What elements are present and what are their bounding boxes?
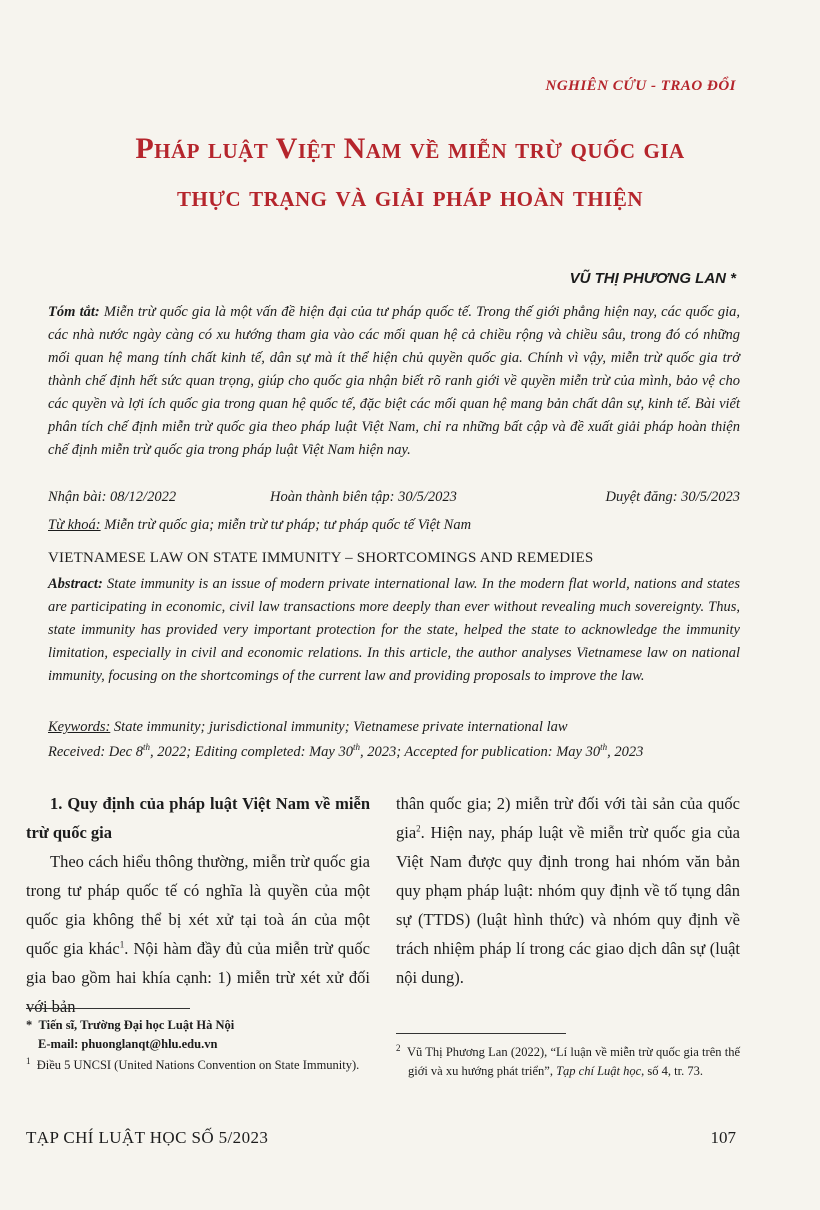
accepted-sup: th bbox=[600, 742, 608, 753]
keywords-text-en: State immunity; jurisdictional immunity; Vietnamese private international law bbox=[110, 719, 568, 735]
body-para1-tail: . Nội hàm đầy đủ của miễn trừ quốc gia bao gồm hai khía cạnh: 1) miễn trừ xét xử đối với bản bbox=[26, 939, 370, 1016]
accepted-en: , 2023; Accepted for publication: May 30 bbox=[359, 744, 601, 760]
footnote-ref-2[interactable]: 2 bbox=[416, 823, 421, 834]
body-right-tail: . Hiện nay, pháp luật về miễn trừ quốc gia của Việt Nam được quy định trong hai nhóm văn bản quy phạm pháp luật: nhóm quy định về tố tụng dân sự (TTDS) (luật hình thức) và nhóm quy định về trách nhiệm pháp lí trong các giao dịch dân sự (luật nội dung). bbox=[396, 823, 740, 987]
footnotes-left bbox=[26, 1016, 368, 1075]
keywords-label-en: Keywords: bbox=[48, 719, 111, 735]
footnote-divider-left bbox=[26, 1008, 190, 1009]
received-en: Received: Dec 8 bbox=[48, 744, 143, 760]
abstract-label-vi: Tóm tắt: bbox=[48, 304, 100, 320]
footnote-ref-1[interactable]: 1 bbox=[119, 939, 125, 950]
keywords-text-vi: Miễn trừ quốc gia; miễn trừ tư pháp; tư pháp quốc tế Việt Nam bbox=[100, 517, 472, 533]
abstract-text-en: State immunity is an issue of modern private international law. In the modern flat world, nations and states are participating in economic, civil law transactions more deeply than ever without revealing much sovereignty. Thus, state immunity has provided very important protection for the state, helped the state to acknowledge the immunity limitation, especially in civil and economic relations. In this article, the author analyses Vietnamese law on national immunity, focusing on the shortcomings of the current law and providing proposals to improve the law. bbox=[48, 576, 740, 684]
page-number: 107 bbox=[710, 1128, 736, 1147]
star-mark: * bbox=[26, 1018, 33, 1032]
edited-sup: th bbox=[352, 742, 360, 753]
received-sup: th bbox=[143, 742, 151, 753]
vietnamese-abstract bbox=[48, 301, 740, 462]
english-abstract bbox=[48, 573, 740, 688]
footnote-2-text: Vũ Thị Phương Lan (2022), “Lí luận về miễn trừ quốc gia trên thế giới và xu hướng phát triển”, bbox=[406, 1045, 740, 1078]
affiliation-text: Tiến sĩ, Trường Đại học Luật Hà Nội bbox=[38, 1018, 235, 1032]
keywords-en bbox=[48, 719, 568, 736]
body-column-left bbox=[26, 789, 370, 1021]
author-affiliation bbox=[26, 1016, 368, 1035]
footer-journal: TẠP CHÍ LUẬT HỌC SỐ 5/2023 bbox=[26, 1128, 269, 1147]
body-paragraph-1 bbox=[26, 847, 370, 1021]
footnote-2-journal: Tạp chí Luật học bbox=[556, 1064, 642, 1078]
footnote-2-mark: 2 bbox=[396, 1042, 401, 1053]
keywords-vi bbox=[48, 517, 471, 534]
dates-en bbox=[48, 744, 643, 761]
body-paragraph-2 bbox=[396, 789, 740, 992]
abstract-label-en: Abstract: bbox=[48, 576, 103, 592]
english-title: VIETNAMESE LAW ON STATE IMMUNITY – SHORTCOMINGS AND REMEDIES bbox=[48, 550, 594, 566]
edited-en: , 2022; Editing completed: May 30 bbox=[150, 744, 353, 760]
footnote-1 bbox=[26, 1056, 368, 1075]
body-column-right bbox=[396, 789, 740, 992]
section-heading: 1. Quy định của pháp luật Việt Nam về miễn trừ quốc gia bbox=[26, 794, 370, 842]
footnote-2 bbox=[396, 1043, 740, 1081]
accepted-date-vi: Duyệt đăng: 30/5/2023 bbox=[605, 489, 740, 505]
body-right-text: thân quốc gia; 2) miễn trừ đối với tài sản của quốc gia bbox=[396, 794, 740, 842]
footnote-1-mark: 1 bbox=[26, 1055, 31, 1066]
article-title-line-2: thực trạng và giải pháp hoàn thiện bbox=[176, 180, 644, 213]
footnote-divider-right bbox=[396, 1033, 566, 1034]
article-title-line-1: Pháp luật Việt Nam về miễn trừ quốc gia bbox=[135, 132, 685, 165]
keywords-label-vi: Từ khoá: bbox=[48, 517, 101, 533]
dates-en-tail: , 2023 bbox=[607, 744, 644, 760]
section-tag: NGHIÊN CỨU - TRAO ĐỔI bbox=[545, 78, 736, 94]
edited-date-vi: Hoàn thành biên tập: 30/5/2023 bbox=[270, 489, 457, 505]
body-para1-text: Theo cách hiểu thông thường, miễn trừ quốc gia trong tư pháp quốc tế có nghĩa là quyền của một quốc gia không thể bị xét xử tại toà án của một quốc gia khác bbox=[26, 852, 370, 958]
footnote-2-tail: , số 4, tr. 73. bbox=[641, 1064, 703, 1078]
footnote-1-text: Điều 5 UNCSI (United Nations Convention on State Immunity). bbox=[36, 1058, 360, 1072]
abstract-text-vi: Miễn trừ quốc gia là một vấn đề hiện đại của tư pháp quốc tế. Trong thế giới phẳng hiện nay, các quốc gia, các nhà nước ngày càng có xu hướng tham gia vào các mối quan hệ cả chiều rộng và chiều sâu, trong đó có những mối quan hệ mang tính chất kinh tế, dân sự mà ít thể hiện chủ quyền quốc gia. Chính vì vậy, miễn trừ quốc gia trở thành chế định hết sức quan trọng, giúp cho quốc gia nhận biết rõ ranh giới về quyền miễn trừ của mình, bảo vệ cho các quyền và lợi ích quốc gia trong quan hệ quốc tế, đặc biệt các mối quan hệ mang bản chất dân sự, kinh tế. Bài viết phân tích chế định miễn trừ quốc gia theo pháp luật Việt Nam, chỉ ra những bất cập và đề xuất giải pháp hoàn thiện chế định miễn trừ quốc gia trong pháp luật Việt Nam hiện nay. bbox=[48, 304, 740, 458]
author-email: E-mail: phuonglanqt@hlu.edu.vn bbox=[38, 1037, 218, 1051]
received-date-vi: Nhận bài: 08/12/2022 bbox=[48, 489, 177, 505]
footnotes-right bbox=[396, 1043, 740, 1081]
author-name: VŨ THỊ PHƯƠNG LAN * bbox=[569, 270, 736, 287]
